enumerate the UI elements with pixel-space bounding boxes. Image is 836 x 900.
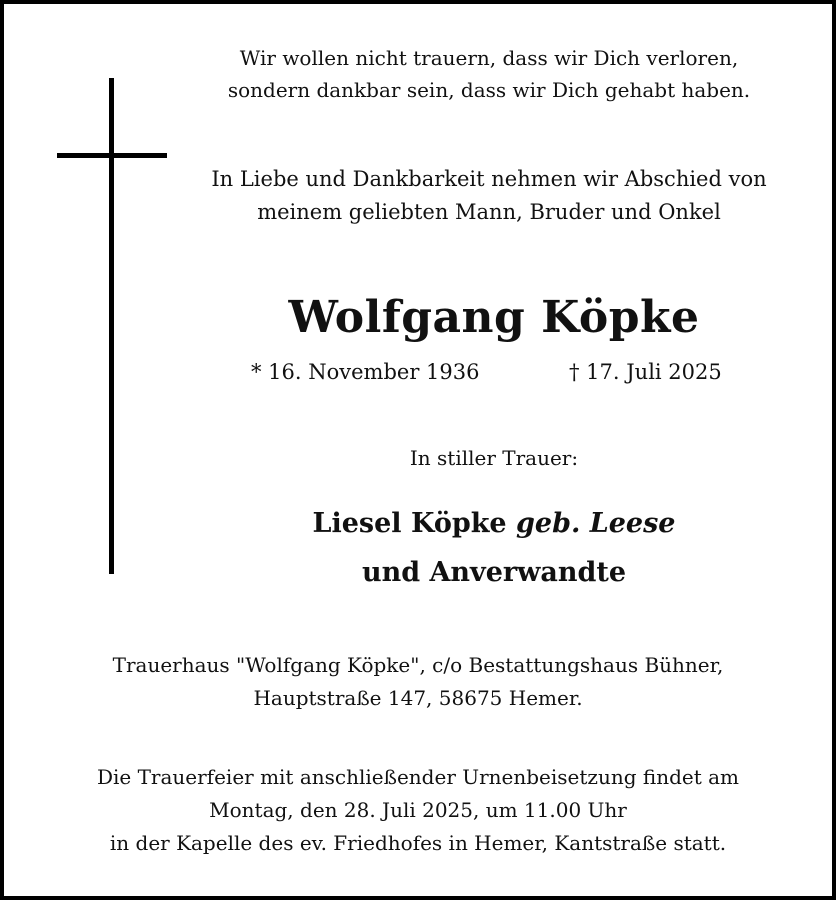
ceremony-line-3: in der Kapelle des ev. Friedhofes in Hemer, Kantstraße statt. bbox=[109, 831, 727, 855]
birth-date: * 16. November 1936 bbox=[251, 360, 480, 384]
relatives-line: und Anverwandte bbox=[361, 557, 627, 588]
house-line-2: Hauptstraße 147, 58675 Hemer. bbox=[253, 686, 583, 710]
ceremony-line-2: Montag, den 28. Juli 2025, um 11.00 Uhr bbox=[209, 798, 627, 822]
deceased-name: Wolfgang Köpke bbox=[288, 292, 700, 343]
mourner-name: Liesel Köpke bbox=[312, 508, 517, 539]
mourners-block bbox=[154, 499, 834, 597]
ceremony-info bbox=[4, 761, 832, 860]
intro-text bbox=[154, 163, 824, 229]
motto-line-2: sondern dankbar sein, dass wir Dich gehabt haben. bbox=[227, 78, 751, 102]
mourner-name-line bbox=[154, 499, 834, 548]
motto-line-1: Wir wollen nicht trauern, dass wir Dich verloren, bbox=[239, 46, 739, 70]
mourning-heading: In stiller Trauer: bbox=[409, 446, 579, 470]
intro-line-1: In Liebe und Dankbarkeit nehmen wir Abschied von bbox=[211, 167, 767, 191]
intro-line-2: meinem geliebten Mann, Bruder und Onkel bbox=[257, 200, 721, 224]
cross-icon-horizontal bbox=[57, 153, 167, 158]
ceremony-line-1: Die Trauerfeier mit anschließender Urnenbeisetzung findet am bbox=[96, 765, 740, 789]
funeral-house bbox=[4, 649, 832, 715]
motto bbox=[154, 42, 824, 106]
death-date: † 17. Juli 2025 bbox=[569, 360, 722, 384]
mourner-maiden-name: geb. Leese bbox=[516, 508, 676, 539]
house-line-1: Trauerhaus "Wolfgang Köpke", c/o Bestattungshaus Bühner, bbox=[112, 653, 724, 677]
